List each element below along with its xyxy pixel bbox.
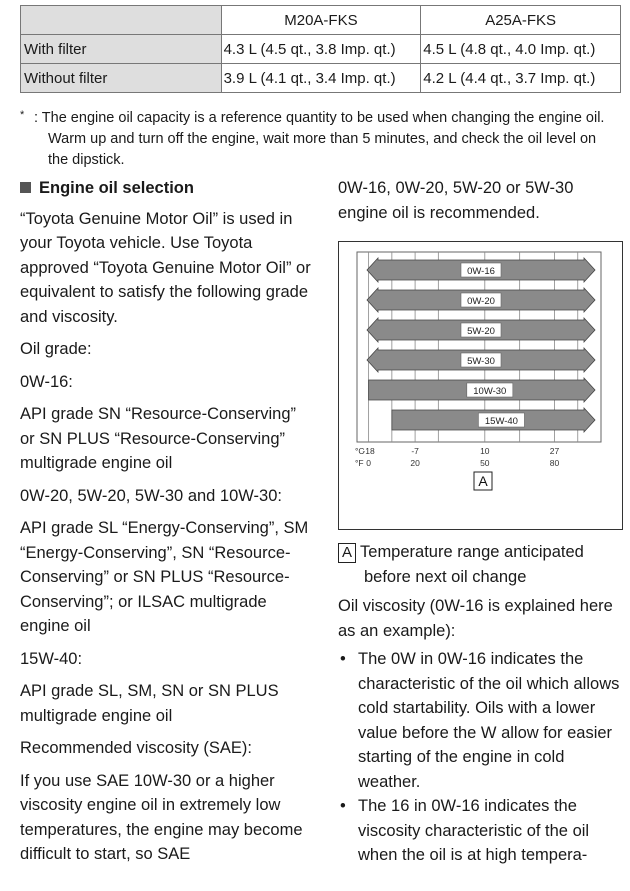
row-label-without-filter: Without filter <box>21 64 222 93</box>
viscosity-intro: Oil viscosity (0W-16 is explained here as an example): <box>338 597 613 640</box>
unit-label-celsius: °C <box>355 446 365 456</box>
cell-a25a-with-filter: 4.5 L (4.8 qt., 4.0 Imp. qt.) <box>421 35 621 64</box>
tick-label-celsius: -7 <box>411 446 419 456</box>
range-label-0w-20: 0W-20 <box>467 296 495 307</box>
paragraph-genuine-oil: “Toyota Genuine Motor Oil” is used in your Toyota vehicle. Use Toyota approved “Toyota Genuine Motor Oil” or equivalent to satisfy the following grade and viscosity. <box>20 209 311 326</box>
tick-label-celsius: -18 <box>362 446 375 456</box>
tick-label-fahrenheit: 0 <box>366 458 371 468</box>
list-item <box>338 647 623 794</box>
cell-a25a-without-filter: 4.2 L (4.4 qt., 3.7 Imp. qt.) <box>421 64 621 93</box>
table-row <box>21 35 621 64</box>
section-heading <box>20 176 312 201</box>
range-label-15w-40: 15W-40 <box>484 416 518 427</box>
label-recommended-viscosity: Recommended viscosity (SAE): <box>20 739 252 757</box>
recommended-oil-text: 0W-16, 0W-20, 5W-20 or 5W-30 engine oil is recommended. <box>338 179 574 222</box>
footnote-text: : The engine oil capacity is a reference quantity to be used when changing the engine oil. Warm up and turn off the engine, wait more than 5 minutes, and check the oil level on the dipstick. <box>34 110 605 168</box>
label-oil-grade: Oil grade: <box>20 340 92 358</box>
range-label-5w-20: 5W-20 <box>467 326 495 337</box>
tick-label-fahrenheit: 50 <box>480 458 490 468</box>
paragraph-low-temp-warning: If you use SAE 10W-30 or a higher viscosity engine oil in extremely low temperatures, the engine may become difficult to start, so SAE <box>20 771 303 863</box>
label-15w40: 15W-40: <box>20 649 83 668</box>
tick-label-celsius: 10 <box>480 446 490 456</box>
paragraph-multi-grade: API grade SL “Energy-Conserving”, SM “Energy-Conserving”, SN “Resource-Conserving” or SN PLUS “Resource-Conserving”; or ILSAC multigrade engine oil <box>20 519 309 635</box>
unit-label-fahrenheit: °F <box>355 458 364 468</box>
chart-caption <box>338 540 623 589</box>
caption-text-line1: Temperature range anticipated <box>360 543 584 561</box>
range-label-0w-16: 0W-16 <box>467 266 495 277</box>
label-multi-grade: 0W-20, 5W-20, 5W-30 and 10W-30: <box>20 486 282 505</box>
oil-capacity-table <box>20 5 621 93</box>
tick-label-celsius: 27 <box>549 446 560 456</box>
table-row <box>21 64 621 93</box>
table-header-row <box>21 6 621 35</box>
bullet-dot-icon: • <box>340 797 346 815</box>
cell-m20a-with-filter: 4.3 L (4.5 qt., 3.8 Imp. qt.) <box>221 35 421 64</box>
bullet-dot-icon: • <box>340 650 346 668</box>
list-item <box>338 794 623 868</box>
right-column-intro <box>338 176 623 225</box>
heading-square-icon <box>20 182 31 193</box>
column-header-a25a: A25A-FKS <box>421 6 621 35</box>
cell-m20a-without-filter: 3.9 L (4.1 qt., 3.4 Imp. qt.) <box>221 64 421 93</box>
left-column <box>20 176 312 875</box>
tick-label-fahrenheit: 20 <box>410 458 420 468</box>
bullet-text-16: The 16 in 0W-16 indicates the viscosity characteristic of the oil when the oil is at high tempera- <box>358 797 590 864</box>
caption-box-label: A <box>338 543 356 563</box>
capacity-footnote <box>20 108 620 171</box>
row-label-with-filter: With filter <box>21 35 222 64</box>
bullet-text-0w: The 0W in 0W-16 indicates the characteristic of the oil which allows cold startability. Oils with a lower value before the W allow for easier starting of the engine in cold weather. <box>358 650 620 791</box>
range-label-5w-30: 5W-30 <box>467 356 495 367</box>
caption-text-line2: before next oil change <box>364 567 527 586</box>
viscosity-temperature-chart <box>338 241 623 530</box>
footnote-marker: * <box>20 109 25 121</box>
viscosity-explanation <box>338 594 623 868</box>
viscosity-bullet-list <box>338 647 623 868</box>
range-label-10w-30: 10W-30 <box>473 386 507 397</box>
tick-label-fahrenheit: 80 <box>549 458 560 468</box>
label-0w16: 0W-16: <box>20 372 73 391</box>
column-header-m20a: M20A-FKS <box>221 6 421 35</box>
paragraph-15w40-grade: API grade SL, SM, SN or SN PLUS multigrade engine oil <box>20 682 279 725</box>
paragraph-0w16-grade: API grade SN “Resource-Conserving” or SN PLUS “Resource-Conserving” multigrade engine oil <box>20 405 297 472</box>
table-corner-cell <box>21 6 222 35</box>
chart-svg <box>339 242 622 529</box>
section-heading-text: Engine oil selection <box>39 179 194 197</box>
chart-label-a: A <box>478 473 488 489</box>
